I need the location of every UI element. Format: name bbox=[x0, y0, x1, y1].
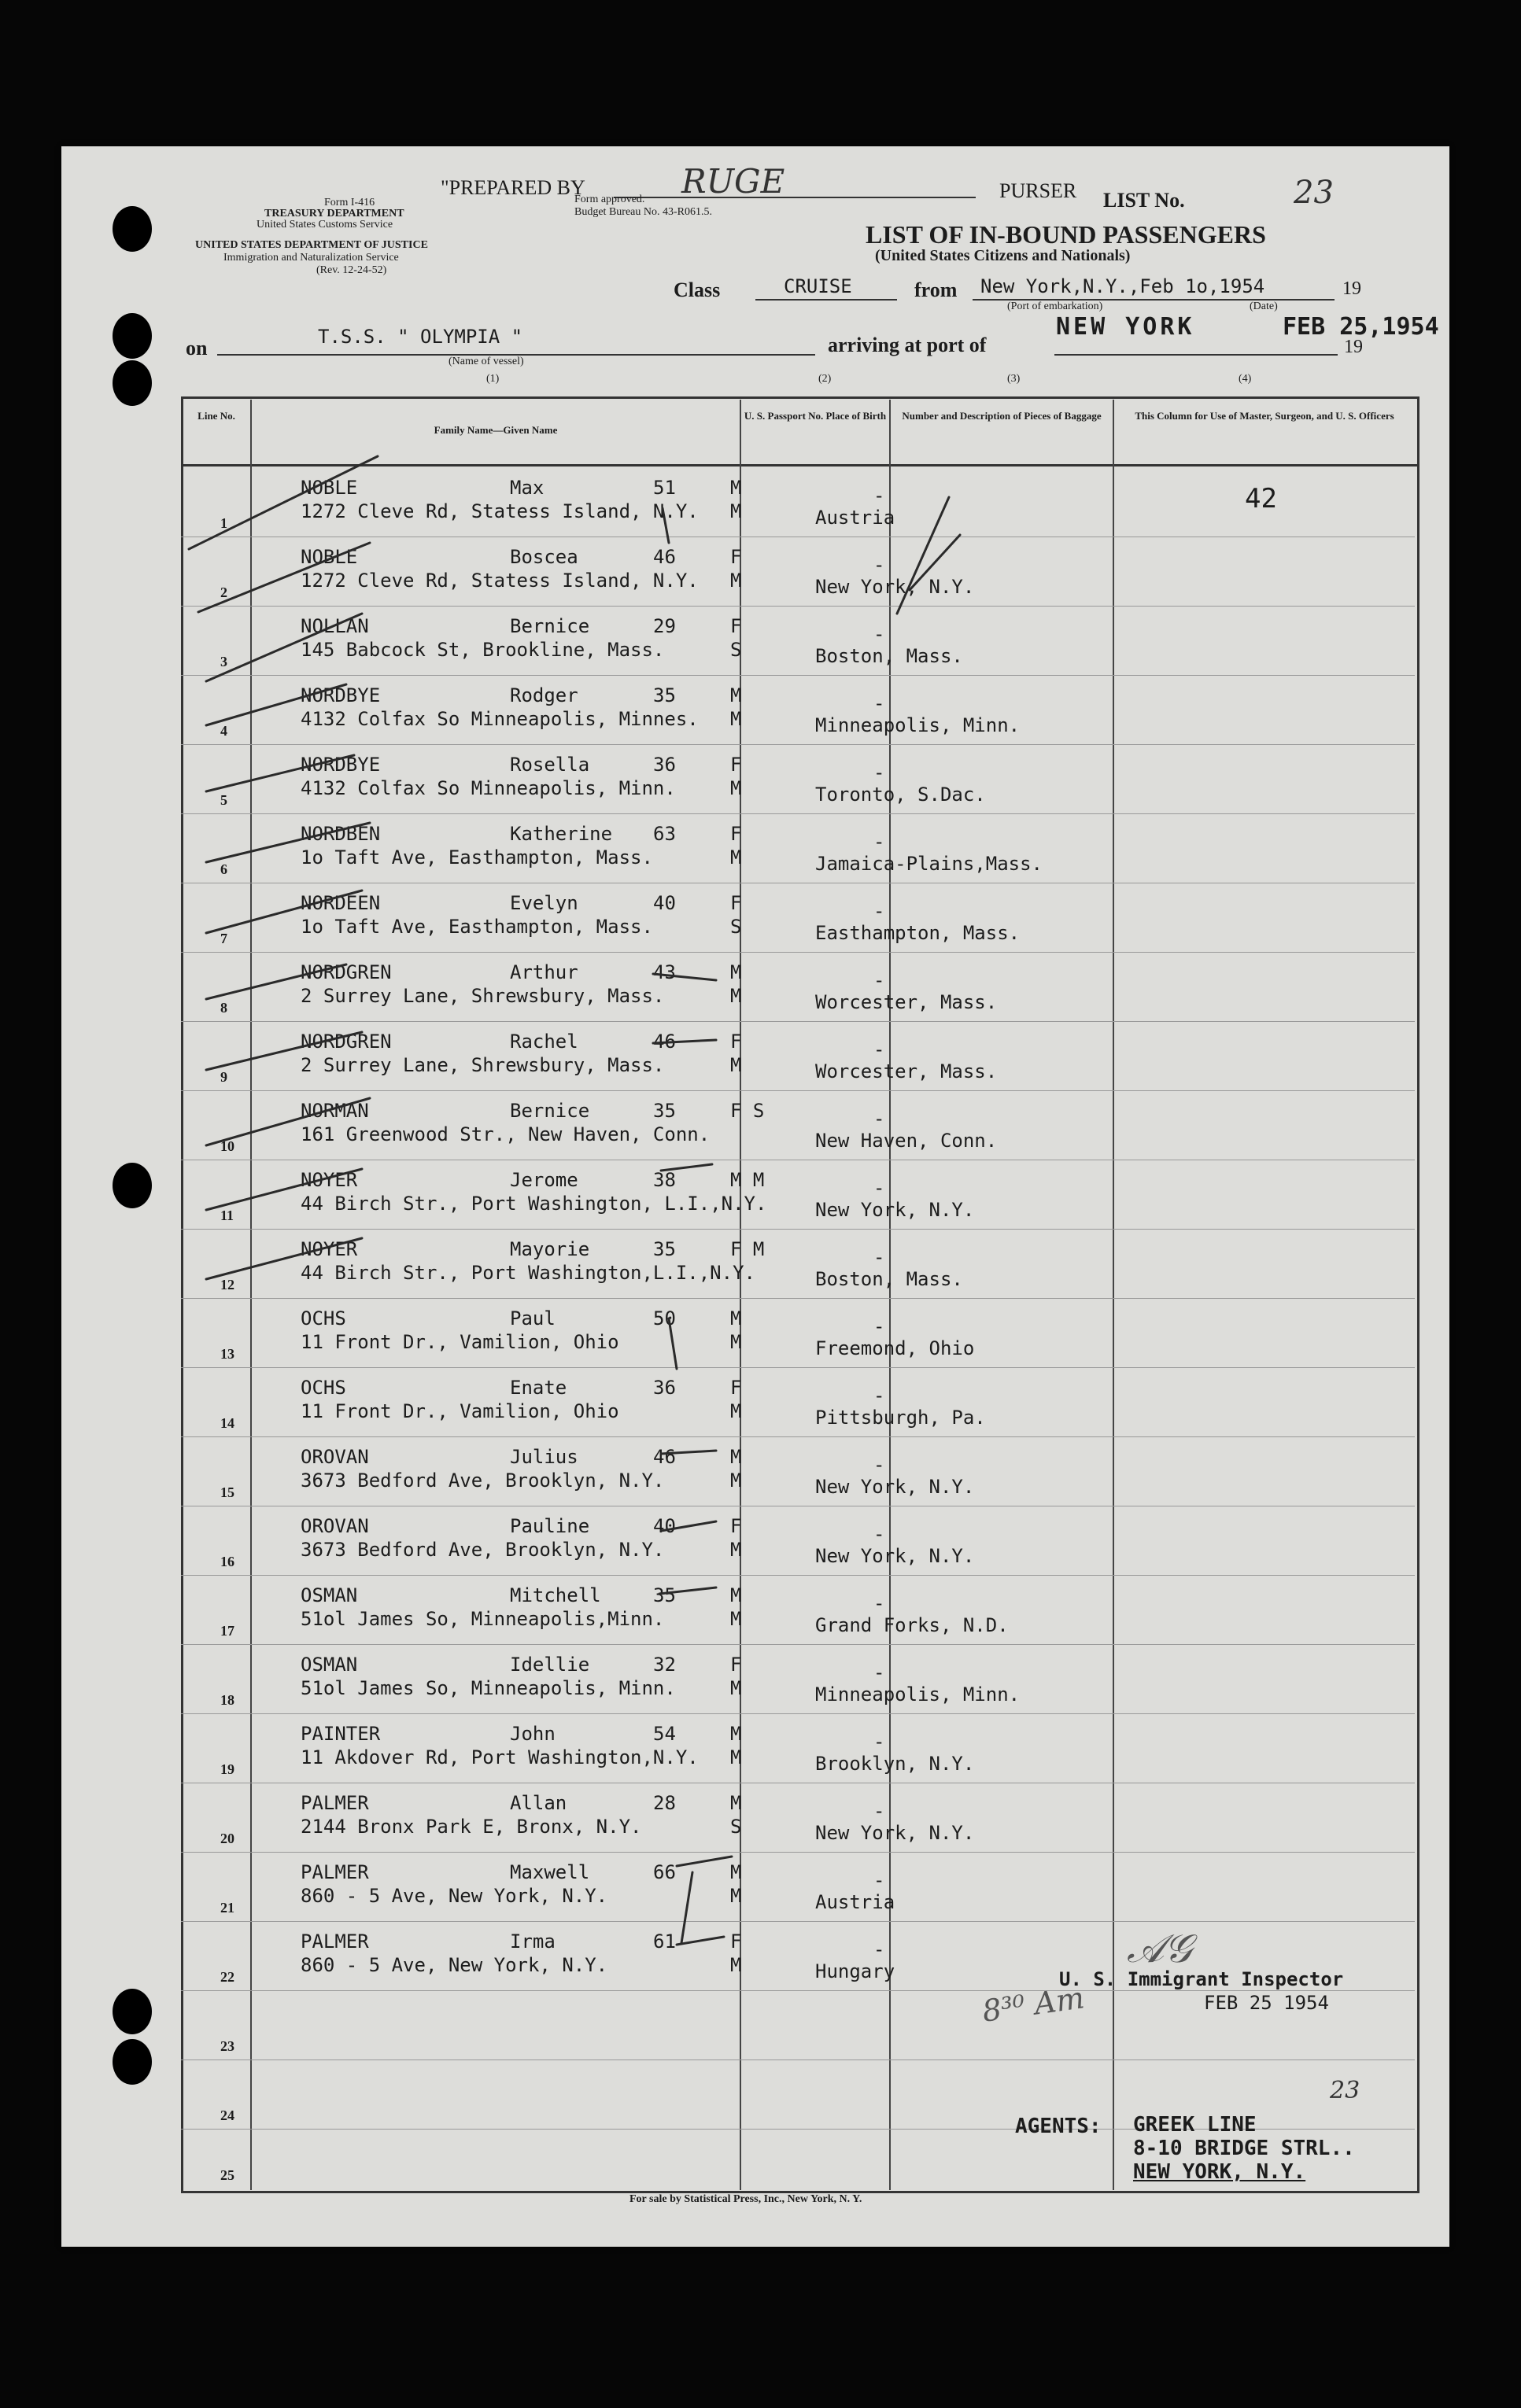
arrival-port: NEW YORK bbox=[1056, 313, 1195, 341]
passport-number: - bbox=[873, 1869, 885, 1891]
line-number: 5 bbox=[220, 792, 227, 808]
family-name: NORDBYE bbox=[301, 754, 381, 776]
birthplace: Minneapolis, Minn. bbox=[815, 1683, 1021, 1706]
given-name: Allan bbox=[510, 1792, 567, 1814]
passport-number: - bbox=[873, 1177, 885, 1199]
given-name: Enate bbox=[510, 1377, 567, 1399]
col-header-family-name: Family Name—Given Name bbox=[434, 424, 558, 436]
birthplace: Boston, Mass. bbox=[815, 645, 963, 667]
age: 61 bbox=[653, 1930, 676, 1953]
stamp-inspector: U. S. Immigrant Inspector bbox=[1059, 1968, 1344, 1990]
marital-status: M bbox=[730, 1539, 742, 1561]
line-number: 13 bbox=[220, 1346, 234, 1362]
birthplace: Toronto, S.Dac. bbox=[815, 784, 986, 806]
passport-number: - bbox=[873, 692, 885, 714]
agents-line-1: GREEK LINE bbox=[1133, 2113, 1257, 2137]
passport-number: - bbox=[873, 1523, 885, 1545]
birthplace: Austria bbox=[815, 507, 895, 529]
stamp-date: FEB 25 1954 bbox=[1204, 1992, 1329, 2014]
sex: M bbox=[730, 1446, 742, 1468]
sex: F bbox=[730, 546, 742, 568]
family-name: NORDBYE bbox=[301, 684, 381, 706]
table-row bbox=[181, 1021, 1415, 1091]
family-name: NOBLE bbox=[301, 546, 358, 568]
given-name: Idellie bbox=[510, 1654, 590, 1676]
list-no-value: 23 bbox=[1294, 175, 1334, 211]
passport-number: - bbox=[873, 1108, 885, 1130]
given-name: Rosella bbox=[510, 754, 590, 776]
marital-status: S bbox=[730, 1816, 742, 1838]
line-number: 8 bbox=[220, 1000, 227, 1016]
family-name: OSMAN bbox=[301, 1654, 358, 1676]
line-number: 7 bbox=[220, 931, 227, 946]
sex: M bbox=[730, 477, 742, 499]
address: 1o Taft Ave, Easthampton, Mass. bbox=[301, 916, 653, 938]
given-name: Paul bbox=[510, 1307, 556, 1329]
line-number: 1 bbox=[220, 515, 227, 531]
punch-hole bbox=[113, 313, 152, 359]
table-row bbox=[181, 1852, 1415, 1922]
address: 3673 Bedford Ave, Brooklyn, N.Y. bbox=[301, 1539, 665, 1561]
sex: M bbox=[730, 961, 742, 983]
marital-status: M bbox=[730, 1885, 742, 1907]
line-number: 22 bbox=[220, 1969, 234, 1985]
table-row bbox=[181, 744, 1415, 814]
line-number: 15 bbox=[220, 1484, 234, 1500]
table-row bbox=[181, 1298, 1415, 1368]
line-number: 10 bbox=[220, 1138, 234, 1154]
family-name: OROVAN bbox=[301, 1515, 369, 1537]
sex: F bbox=[730, 1515, 742, 1537]
age: 50 bbox=[653, 1307, 676, 1329]
passport-number: - bbox=[873, 1246, 885, 1268]
class-line bbox=[755, 299, 897, 301]
line-number: 3 bbox=[220, 654, 227, 669]
marital-status: M bbox=[730, 777, 742, 799]
marital-status: M bbox=[730, 570, 742, 592]
birthplace: New Haven, Conn. bbox=[815, 1130, 998, 1152]
age: 46 bbox=[653, 1446, 676, 1468]
passport-number: - bbox=[873, 761, 885, 784]
passport-number: - bbox=[873, 1454, 885, 1476]
marital-status: S bbox=[730, 639, 742, 661]
marital-status: M bbox=[730, 1677, 742, 1699]
address: 51ol James So, Minneapolis,Minn. bbox=[301, 1608, 665, 1630]
table-row bbox=[181, 1506, 1415, 1576]
marital-status: M bbox=[730, 1054, 742, 1076]
given-name: Bernice bbox=[510, 615, 590, 637]
line-number: 6 bbox=[220, 861, 227, 877]
form-id: Form I-416 bbox=[324, 197, 375, 208]
from-value: New York,N.Y.,Feb 1o,1954 bbox=[980, 275, 1265, 297]
inspector-signature: 𝒜𝒢 bbox=[1127, 1926, 1192, 1971]
address: 11 Akdover Rd, Port Washington,N.Y. bbox=[301, 1746, 699, 1768]
birthplace: New York, N.Y. bbox=[815, 1476, 975, 1498]
line-number: 2 bbox=[220, 584, 227, 600]
passport-number: - bbox=[873, 1800, 885, 1822]
sex: F bbox=[730, 1031, 742, 1053]
line-number: 23 bbox=[220, 2038, 234, 2054]
line-number: 20 bbox=[220, 1831, 234, 1846]
customs-service: United States Customs Service bbox=[257, 219, 393, 230]
stamp-handwritten-time: 8³⁰ Am bbox=[980, 1980, 1087, 2029]
address: 2144 Bronx Park E, Bronx, N.Y. bbox=[301, 1816, 642, 1838]
given-name: Mayorie bbox=[510, 1238, 590, 1260]
marital-status: M bbox=[730, 708, 742, 730]
passport-number: - bbox=[873, 969, 885, 991]
col-num-3: (3) bbox=[1007, 373, 1021, 385]
table-row bbox=[181, 813, 1415, 883]
age: 63 bbox=[653, 823, 676, 845]
line-number: 9 bbox=[220, 1069, 227, 1085]
address: 11 Front Dr., Vamilion, Ohio bbox=[301, 1400, 619, 1422]
ins-service: Immigration and Naturalization Service bbox=[223, 252, 399, 264]
line-number: 18 bbox=[220, 1692, 234, 1708]
age: 66 bbox=[653, 1861, 676, 1883]
table-row bbox=[181, 467, 1415, 537]
table-row bbox=[181, 1644, 1415, 1714]
age: 28 bbox=[653, 1792, 676, 1814]
marital-status: M bbox=[730, 1746, 742, 1768]
given-name: Irma bbox=[510, 1930, 556, 1953]
family-name: OCHS bbox=[301, 1377, 346, 1399]
passport-number: - bbox=[873, 1938, 885, 1960]
table-row bbox=[181, 883, 1415, 953]
arriving-label: arriving at port of bbox=[828, 334, 987, 356]
marital-status: S bbox=[730, 916, 742, 938]
list-subtitle: (United States Citizens and Nationals) bbox=[875, 247, 1131, 264]
passport-number: - bbox=[873, 1038, 885, 1060]
table-row bbox=[181, 1160, 1415, 1230]
treasury-dept: TREASURY DEPARTMENT bbox=[264, 208, 404, 219]
passport-number: - bbox=[873, 623, 885, 645]
col-num-1: (1) bbox=[486, 373, 500, 385]
passport-number: - bbox=[873, 1661, 885, 1683]
class-label: Class bbox=[674, 278, 721, 301]
sex: F bbox=[730, 1930, 742, 1953]
family-name: NOBLE bbox=[301, 477, 358, 499]
address: 860 - 5 Ave, New York, N.Y. bbox=[301, 1885, 608, 1907]
given-name: Julius bbox=[510, 1446, 578, 1468]
list-title: LIST OF IN-BOUND PASSENGERS bbox=[866, 220, 1266, 249]
marital-status: M bbox=[730, 1954, 742, 1976]
budget-bureau: Budget Bureau No. 43-R061.5. bbox=[574, 206, 712, 218]
family-name: NORDGREN bbox=[301, 961, 392, 983]
prepared-by-line bbox=[614, 197, 976, 198]
birthplace: New York, N.Y. bbox=[815, 576, 975, 598]
date-caption: (Date) bbox=[1250, 301, 1278, 312]
line-number: 12 bbox=[220, 1277, 234, 1293]
sex: M bbox=[730, 1861, 742, 1883]
sex: F S bbox=[730, 1100, 765, 1122]
line-number: 11 bbox=[220, 1208, 234, 1223]
marital-status: M bbox=[730, 1608, 742, 1630]
table-row bbox=[181, 1367, 1415, 1437]
age: 36 bbox=[653, 754, 676, 776]
table-row bbox=[181, 1436, 1415, 1506]
family-name: NORDGREN bbox=[301, 1031, 392, 1053]
sex: F bbox=[730, 892, 742, 914]
table-row bbox=[181, 1229, 1415, 1299]
family-name: NORDEEN bbox=[301, 892, 381, 914]
birthplace: Pittsburgh, Pa. bbox=[815, 1407, 986, 1429]
col-header-baggage: Number and Description of Pieces of Baggage bbox=[902, 410, 1102, 422]
class-value: CRUISE bbox=[784, 275, 852, 297]
purser-label: PURSER bbox=[999, 179, 1077, 202]
table-row bbox=[181, 1783, 1415, 1853]
given-name: Rodger bbox=[510, 684, 578, 706]
line-number: 17 bbox=[220, 1623, 234, 1639]
passport-number: - bbox=[873, 554, 885, 576]
sex: F bbox=[730, 823, 742, 845]
family-name: NOYER bbox=[301, 1238, 358, 1260]
marital-status: M bbox=[730, 500, 742, 522]
arrival-line bbox=[1054, 354, 1338, 356]
marital-status: M bbox=[730, 1331, 742, 1353]
line-number: 14 bbox=[220, 1415, 234, 1431]
sex: F M bbox=[730, 1238, 765, 1260]
birthplace: New York, N.Y. bbox=[815, 1545, 975, 1567]
age: 46 bbox=[653, 1031, 676, 1053]
sex: F bbox=[730, 1377, 742, 1399]
family-name: PAINTER bbox=[301, 1723, 381, 1745]
birthplace: Hungary bbox=[815, 1960, 895, 1982]
col-header-line-no: Line No. bbox=[198, 410, 235, 422]
justice-dept: UNITED STATES DEPARTMENT OF JUSTICE bbox=[195, 239, 428, 251]
address: 2 Surrey Lane, Shrewsbury, Mass. bbox=[301, 1054, 665, 1076]
family-name: OCHS bbox=[301, 1307, 346, 1329]
port-embark-caption: (Port of embarkation) bbox=[1007, 301, 1103, 312]
birthplace: Worcester, Mass. bbox=[815, 991, 998, 1013]
address: 161 Greenwood Str., New Haven, Conn. bbox=[301, 1123, 711, 1145]
table-row bbox=[181, 606, 1415, 676]
age: 46 bbox=[653, 546, 676, 568]
col-num-4: (4) bbox=[1239, 373, 1252, 385]
family-name: NOYER bbox=[301, 1169, 358, 1191]
col-num-2: (2) bbox=[818, 373, 832, 385]
birthplace: Minneapolis, Minn. bbox=[815, 714, 1021, 736]
year-prefix: 19 bbox=[1342, 278, 1361, 299]
age: 38 bbox=[653, 1169, 676, 1191]
birthplace: Austria bbox=[815, 1891, 895, 1913]
agents-line-2: 8-10 BRIDGE STRL.. bbox=[1133, 2137, 1355, 2160]
address: 4132 Colfax So Minneapolis, Minnes. bbox=[301, 708, 699, 730]
address: 1272 Cleve Rd, Statess Island, N.Y. bbox=[301, 500, 699, 522]
line-number: 19 bbox=[220, 1761, 234, 1777]
passport-number: - bbox=[873, 900, 885, 922]
table-row bbox=[181, 1713, 1415, 1783]
age: 40 bbox=[653, 892, 676, 914]
birthplace: Boston, Mass. bbox=[815, 1268, 963, 1290]
birthplace: New York, N.Y. bbox=[815, 1199, 975, 1221]
list-no-label: LIST No. bbox=[1103, 189, 1185, 212]
form-rev: (Rev. 12-24-52) bbox=[316, 264, 387, 276]
address: 145 Babcock St, Brookline, Mass. bbox=[301, 639, 665, 661]
birthplace: Brooklyn, N.Y. bbox=[815, 1753, 975, 1775]
family-name: PALMER bbox=[301, 1792, 369, 1814]
passport-number: - bbox=[873, 1385, 885, 1407]
address: 860 - 5 Ave, New York, N.Y. bbox=[301, 1954, 608, 1976]
passport-number: - bbox=[873, 1315, 885, 1337]
age: 40 bbox=[653, 1515, 676, 1537]
birthplace: Freemond, Ohio bbox=[815, 1337, 975, 1359]
family-name: OROVAN bbox=[301, 1446, 369, 1468]
marital-status: M bbox=[730, 1400, 742, 1422]
given-name: Max bbox=[510, 477, 545, 499]
age: 35 bbox=[653, 1238, 676, 1260]
given-name: Bernice bbox=[510, 1100, 590, 1122]
year-prefix-2: 19 bbox=[1344, 337, 1363, 357]
age: 51 bbox=[653, 477, 676, 499]
given-name: Rachel bbox=[510, 1031, 578, 1053]
age: 29 bbox=[653, 615, 676, 637]
punch-hole bbox=[113, 1163, 152, 1208]
agents-label: AGENTS: bbox=[1015, 2115, 1102, 2138]
family-name: NORDBEN bbox=[301, 823, 381, 845]
birthplace: Easthampton, Mass. bbox=[815, 922, 1021, 944]
line-number: 25 bbox=[220, 2167, 234, 2183]
address: 44 Birch Str., Port Washington,L.I.,N.Y. bbox=[301, 1262, 755, 1284]
sex: M M bbox=[730, 1169, 765, 1191]
age: 54 bbox=[653, 1723, 676, 1745]
birthplace: New York, N.Y. bbox=[815, 1822, 975, 1844]
passport-number: - bbox=[873, 1731, 885, 1753]
sex: M bbox=[730, 1307, 742, 1329]
age: 36 bbox=[653, 1377, 676, 1399]
sex: M bbox=[730, 1792, 742, 1814]
prepared-by-label: "PREPARED BY bbox=[441, 176, 585, 199]
col-header-officers: This Column for Use of Master, Surgeon, and U. S. Officers bbox=[1135, 410, 1394, 422]
given-name: John bbox=[510, 1723, 556, 1745]
on-label: on bbox=[186, 337, 208, 360]
table-row bbox=[181, 1090, 1415, 1160]
age: 35 bbox=[653, 1100, 676, 1122]
address: 2 Surrey Lane, Shrewsbury, Mass. bbox=[301, 985, 665, 1007]
given-name: Arthur bbox=[510, 961, 578, 983]
table-row bbox=[181, 952, 1415, 1022]
address: 1272 Cleve Rd, Statess Island, N.Y. bbox=[301, 570, 699, 592]
age: 35 bbox=[653, 1584, 676, 1606]
sex: M bbox=[730, 1584, 742, 1606]
sex: F bbox=[730, 754, 742, 776]
address: 3673 Bedford Ave, Brooklyn, N.Y. bbox=[301, 1470, 665, 1492]
given-name: Katherine bbox=[510, 823, 613, 845]
line-number: 24 bbox=[220, 2107, 234, 2123]
line-number: 16 bbox=[220, 1554, 234, 1569]
passport-number: - bbox=[873, 1592, 885, 1614]
agents-line-3: NEW YORK, N.Y. bbox=[1133, 2160, 1306, 2184]
given-name: Mitchell bbox=[510, 1584, 601, 1606]
punch-hole bbox=[113, 2039, 152, 2085]
punch-hole bbox=[113, 1989, 152, 2034]
address: 44 Birch Str., Port Washington, L.I.,N.Y. bbox=[301, 1193, 767, 1215]
sex: F bbox=[730, 1654, 742, 1676]
page-mark: 23 bbox=[1330, 2077, 1360, 2104]
punch-hole bbox=[113, 360, 152, 406]
age: 32 bbox=[653, 1654, 676, 1676]
age: 43 bbox=[653, 961, 676, 983]
family-name: OSMAN bbox=[301, 1584, 358, 1606]
family-name: NORMAN bbox=[301, 1100, 369, 1122]
given-name: Maxwell bbox=[510, 1861, 590, 1883]
address: 1o Taft Ave, Easthampton, Mass. bbox=[301, 846, 653, 868]
family-name: PALMER bbox=[301, 1861, 369, 1883]
family-name: NOLLAN bbox=[301, 615, 369, 637]
col-header-passport: U. S. Passport No. Place of Birth bbox=[744, 410, 887, 422]
arrival-date: FEB 25,1954 bbox=[1283, 313, 1439, 341]
sex: F bbox=[730, 615, 742, 637]
birthplace: Jamaica-Plains,Mass. bbox=[815, 853, 1043, 875]
form-approved: Form approved. bbox=[574, 194, 645, 205]
table-row bbox=[181, 1575, 1415, 1645]
address: 4132 Colfax So Minneapolis, Minn. bbox=[301, 777, 676, 799]
prepared-by-signature: RUGE bbox=[681, 162, 785, 201]
age: 35 bbox=[653, 684, 676, 706]
from-label: from bbox=[914, 278, 958, 301]
marital-status: M bbox=[730, 1470, 742, 1492]
footer-note: For sale by Statistical Press, Inc., New York, N. Y. bbox=[629, 2193, 862, 2205]
birthplace: Worcester, Mass. bbox=[815, 1060, 998, 1082]
passport-number: - bbox=[873, 831, 885, 853]
officer-note: 42 bbox=[1245, 483, 1277, 514]
vessel-caption: (Name of vessel) bbox=[449, 356, 524, 367]
marital-status: M bbox=[730, 846, 742, 868]
family-name: PALMER bbox=[301, 1930, 369, 1953]
sex: M bbox=[730, 684, 742, 706]
given-name: Evelyn bbox=[510, 892, 578, 914]
address: 11 Front Dr., Vamilion, Ohio bbox=[301, 1331, 619, 1353]
line-number: 21 bbox=[220, 1900, 234, 1916]
punch-hole bbox=[113, 206, 152, 252]
table-row bbox=[181, 537, 1415, 607]
birthplace: Grand Forks, N.D. bbox=[815, 1614, 1009, 1636]
table-header-rule bbox=[181, 464, 1417, 466]
given-name: Pauline bbox=[510, 1515, 590, 1537]
address: 51ol James So, Minneapolis, Minn. bbox=[301, 1677, 676, 1699]
table-row bbox=[181, 675, 1415, 745]
line-number: 4 bbox=[220, 723, 227, 739]
given-name: Boscea bbox=[510, 546, 578, 568]
given-name: Jerome bbox=[510, 1169, 578, 1191]
passport-number: - bbox=[873, 485, 885, 507]
marital-status: M bbox=[730, 985, 742, 1007]
sex: M bbox=[730, 1723, 742, 1745]
vessel-value: T.S.S. " OLYMPIA " bbox=[318, 326, 523, 348]
